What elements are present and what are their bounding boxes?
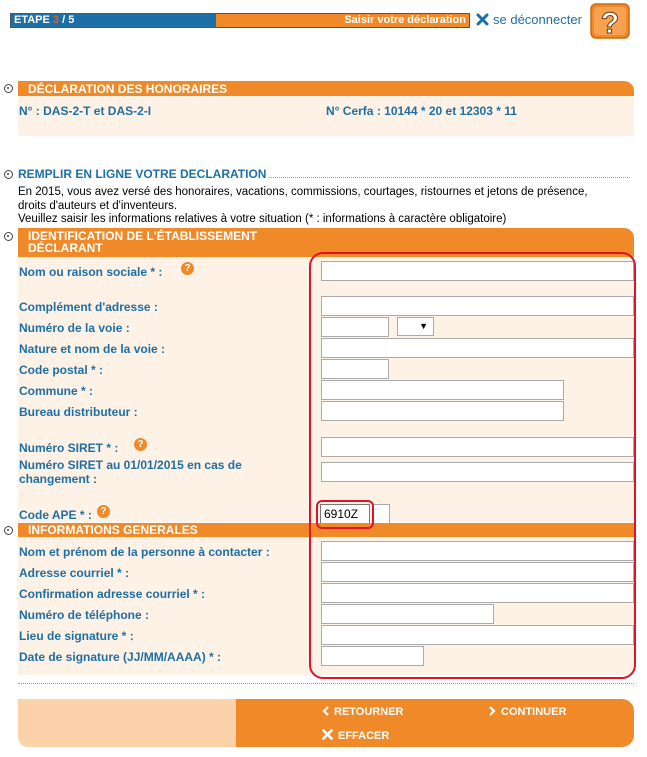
help-icon[interactable]: ?	[97, 505, 110, 518]
siret-label: Numéro SIRET * :	[19, 441, 119, 455]
back-button[interactable]	[322, 706, 403, 718]
intro-title: REMPLIR EN LIGNE VOTRE DECLARATION	[18, 167, 267, 181]
email-confirm-label: Confirmation adresse courriel * :	[19, 587, 206, 601]
contact-label: Nom et prénom de la personne à contacter :	[19, 545, 270, 559]
intro-text-1: En 2015, vous avez versé des honoraires, vacations, commissions, courtages, ristournes et jetons de présence,	[18, 186, 588, 198]
commune-label: Commune * :	[19, 384, 94, 398]
phone-label: Numéro de téléphone :	[19, 608, 150, 622]
intro-text-3: Veuillez saisir les informations relatives à votre situation (* : informations à caractère obligatoire)	[18, 213, 507, 225]
form-divider	[18, 683, 634, 684]
section-bullet	[4, 232, 13, 241]
identification-title-2: DÉCLARANT	[28, 241, 103, 255]
continue-button[interactable]	[489, 706, 566, 718]
clear-button[interactable]	[322, 729, 389, 742]
form-number: N° : DAS-2-T et DAS-2-I	[19, 104, 152, 118]
clear-label: EFFACER	[338, 730, 390, 742]
ape-highlight-frame	[316, 500, 374, 529]
siret-2015-label-1: Numéro SIRET au 01/01/2015 en cas de	[19, 458, 242, 472]
nom-label-text: Nom ou raison sociale * :	[19, 265, 163, 279]
place-label: Lieu de signature * :	[19, 629, 134, 643]
action-bar	[236, 699, 634, 747]
chevron-left-icon	[322, 706, 329, 716]
step-suffix: / 5	[59, 14, 75, 26]
action-bar-left	[18, 699, 238, 747]
section-bullet	[4, 526, 13, 535]
identification-title-1: IDENTIFICATION DE L'ÉTABLISSEMENT	[28, 229, 258, 243]
logout-label: se déconnecter	[493, 12, 582, 27]
ape-label: Code APE * :	[19, 508, 92, 522]
section-bullet	[4, 170, 13, 179]
intro-text-2: droits d'auteurs et d'inventeurs.	[18, 200, 178, 212]
logout-link[interactable]	[476, 12, 582, 28]
code-postal-label: Code postal * :	[19, 363, 104, 377]
date-label: Date de signature (JJ/MM/AAAA) * :	[19, 650, 222, 664]
siret-2015-label-2: changement :	[19, 472, 98, 486]
nom-label	[19, 265, 162, 279]
email-label: Adresse courriel * :	[19, 566, 130, 580]
close-x-icon	[476, 13, 489, 26]
step-title: Saisir votre déclaration	[216, 14, 469, 27]
close-x-icon	[322, 729, 333, 740]
help-button[interactable]	[590, 3, 630, 39]
highlight-frame	[309, 252, 636, 679]
nature-voie-label: Nature et nom de la voie :	[19, 342, 166, 356]
section-bullet	[4, 84, 13, 93]
question-mark-icon	[590, 3, 630, 39]
chevron-right-icon	[489, 706, 496, 716]
back-label: RETOURNER	[334, 706, 404, 718]
declaration-header: DÉCLARATION DES HONORAIRES	[18, 81, 634, 96]
cerfa-number: N° Cerfa : 10144 * 20 et 12303 * 11	[326, 104, 517, 118]
complement-label: Complément d'adresse :	[19, 300, 158, 314]
step-current: 3	[52, 14, 60, 26]
general-header: INFORMATIONS GENERALES	[18, 523, 634, 537]
help-icon[interactable]: ?	[134, 438, 147, 451]
continue-label: CONTINUER	[501, 706, 567, 718]
step-progress-bar	[10, 13, 470, 28]
step-indicator	[11, 14, 216, 27]
dropdown-arrow-icon: ▼	[419, 321, 428, 331]
help-icon[interactable]: ?	[181, 262, 194, 275]
numero-voie-label: Numéro de la voie :	[19, 321, 130, 335]
svg-text:?: ?	[600, 7, 620, 39]
bureau-label: Bureau distributeur :	[19, 405, 138, 419]
step-prefix: ETAPE	[14, 14, 53, 26]
